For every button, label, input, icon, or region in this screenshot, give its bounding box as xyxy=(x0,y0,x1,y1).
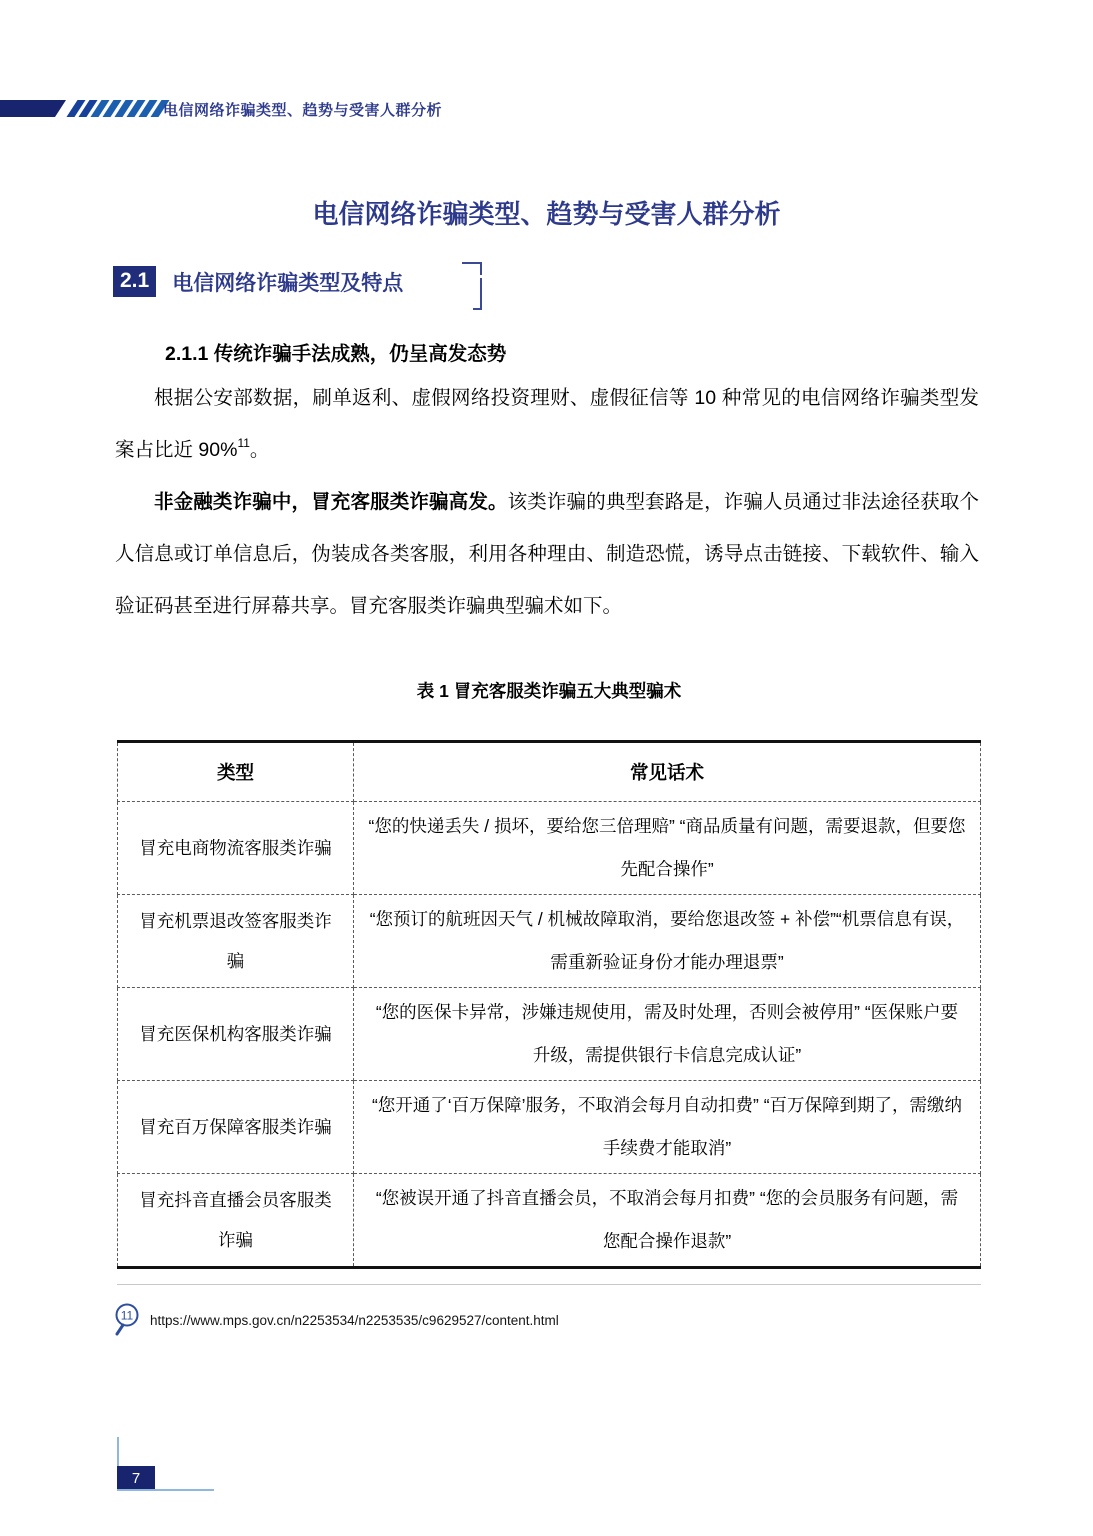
table-caption: 表 1 冒充客服类诈骗五大典型骗术 xyxy=(416,681,682,701)
fraud-type-cell: 冒充机票退改签客服类诈骗 xyxy=(118,895,354,988)
paragraph-1 xyxy=(115,372,979,476)
footnote-reference-11[interactable]: 11 xyxy=(237,436,250,450)
column-header-scripts: 常见话术 xyxy=(354,742,981,802)
table-row xyxy=(118,1081,981,1174)
fraud-script-cell: “您的医保卡异常，涉嫌违规使用，需及时处理，否则会被停用” “医保账户要升级，需提供银行卡信息完成认证” xyxy=(354,988,981,1081)
footer-horizontal-line-decoration xyxy=(117,1489,214,1491)
table-row xyxy=(118,802,981,895)
header-slashes-decoration xyxy=(72,100,164,117)
footnote xyxy=(112,1300,559,1340)
fraud-script-cell: “您的快递丢失 / 损坏，要给您三倍理赔” “商品质量有问题，需要退款，但要您先配合操作” xyxy=(354,802,981,895)
footnote-marker-icon xyxy=(112,1302,142,1338)
fraud-types-table xyxy=(117,740,981,1269)
section-number-badge: 2.1 xyxy=(113,266,156,297)
table-row xyxy=(118,1174,981,1268)
page-title: 电信网络诈骗类型、趋势与受害人群分析 xyxy=(312,199,781,229)
header-bar-decoration xyxy=(0,100,66,117)
paragraph-2-text: 该类诈骗的典型套路是，诈骗人员通过非法途径获取个人信息或订单信息后，伪装成各类客服，利用各种理由、制造恐慌，诱导点击链接、下载软件、输入验证码甚至进行屏幕共享。冒充客服类诈骗典型骗术如下。 xyxy=(115,491,979,617)
footer-vertical-line-decoration xyxy=(117,1437,119,1467)
table-header-row xyxy=(118,742,981,802)
paragraph-1-period: 。 xyxy=(249,439,270,461)
table-row xyxy=(118,895,981,988)
subsection-title: 2.1.1 传统诈骗手法成熟，仍呈高发态势 xyxy=(165,343,507,365)
fraud-type-cell: 冒充百万保障客服类诈骗 xyxy=(118,1081,354,1174)
section-corner-decoration xyxy=(456,262,482,310)
paragraph-1-text: 根据公安部数据，刷单返利、虚假网络投资理财、虚假征信等 10 种常见的电信网络诈骗类型发案占比近 90% xyxy=(115,387,979,461)
fraud-type-cell: 冒充抖音直播会员客服类诈骗 xyxy=(118,1174,354,1268)
fraud-script-cell: “您预订的航班因天气 / 机械故障取消，要给您退改签 + 补偿”“机票信息有误，需重新验证身份才能办理退票” xyxy=(354,895,981,988)
paragraph-2 xyxy=(115,476,979,632)
table-row xyxy=(118,988,981,1081)
fraud-script-cell: “您被误开通了抖音直播会员，不取消会每月扣费” “您的会员服务有问题，需您配合操作退款” xyxy=(354,1174,981,1268)
fraud-type-cell: 冒充医保机构客服类诈骗 xyxy=(118,988,354,1081)
column-header-type: 类型 xyxy=(118,742,354,802)
footnote-marker-number: 11 xyxy=(120,1308,134,1323)
page-header xyxy=(0,98,1093,118)
section-heading xyxy=(113,266,403,312)
section-title: 电信网络诈骗类型及特点 xyxy=(172,271,404,295)
fraud-script-cell: “您开通了‘百万保障’服务，不取消会每月自动扣费” “百万保障到期了，需缴纳手续费才能取消” xyxy=(354,1081,981,1174)
paragraph-2-bold-lead: 非金融类诈骗中，冒充客服类诈骗高发。 xyxy=(154,491,508,513)
page-number: 7 xyxy=(117,1466,155,1490)
running-header-title: 电信网络诈骗类型、趋势与受害人群分析 xyxy=(163,102,443,119)
fraud-type-cell: 冒充电商物流客服类诈骗 xyxy=(118,802,354,895)
footnote-separator xyxy=(117,1284,981,1285)
footnote-url[interactable]: https://www.mps.gov.cn/n2253534/n2253535/c9629527/content.html xyxy=(150,1312,559,1328)
